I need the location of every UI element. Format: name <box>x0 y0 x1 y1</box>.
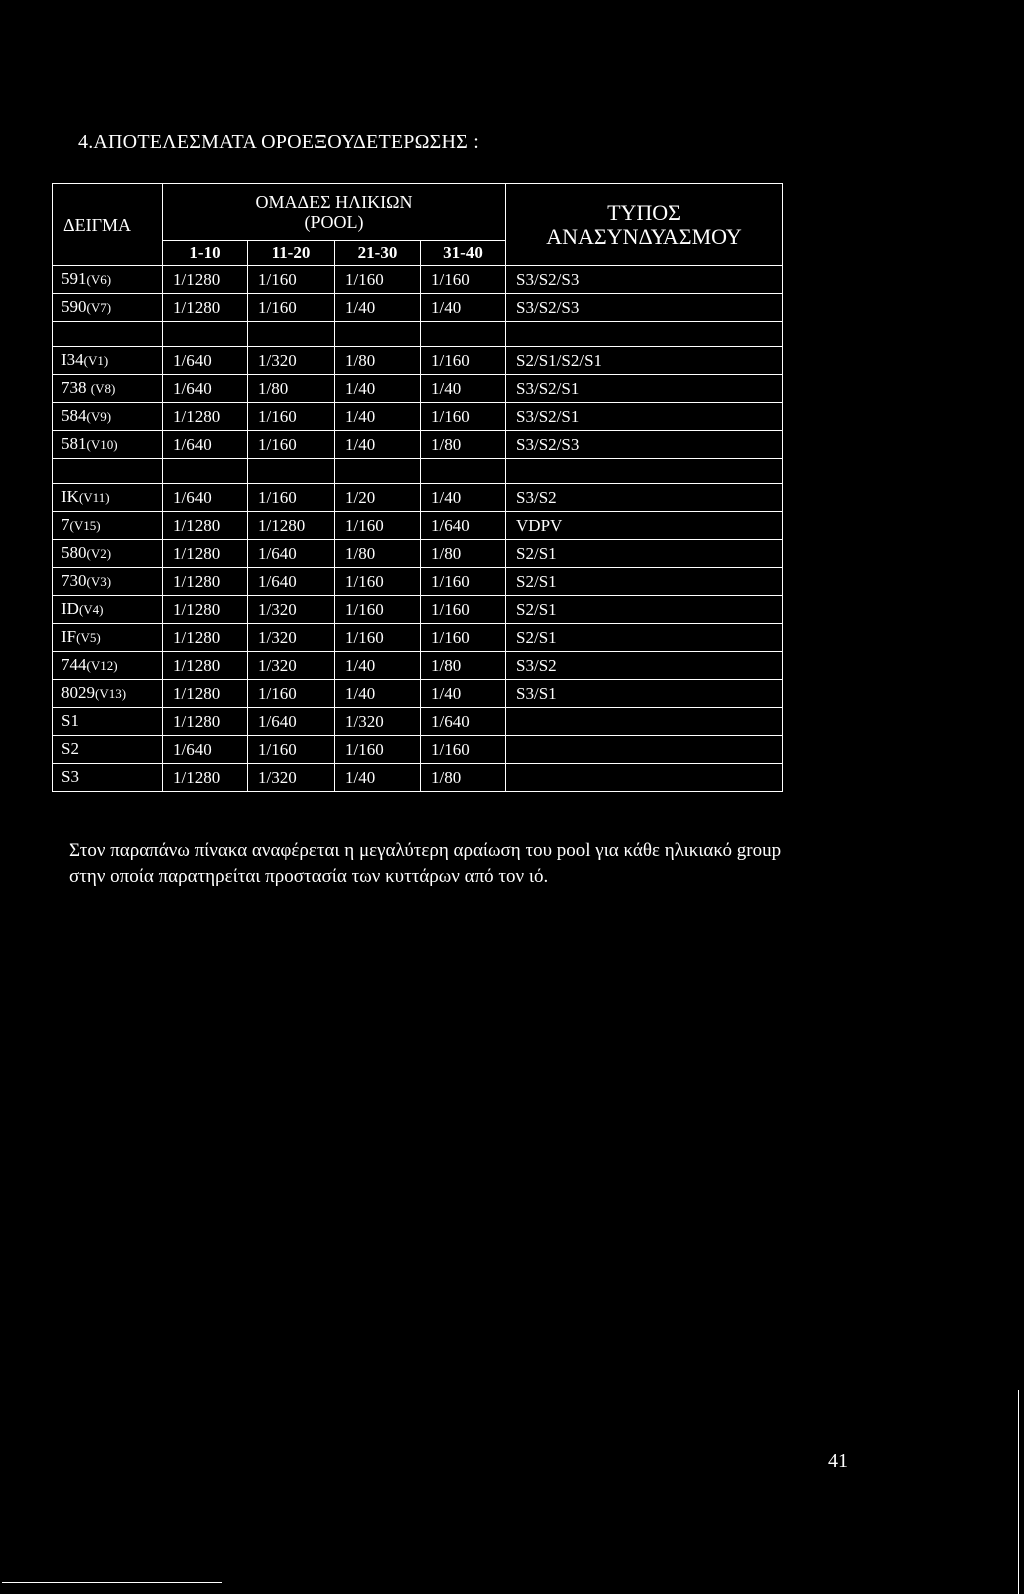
sample-id: 590 <box>61 297 87 316</box>
dilution-cell: 1/80 <box>421 431 506 459</box>
sample-cell <box>53 764 163 792</box>
dilution-cell: 1/160 <box>248 403 335 431</box>
sample-cell <box>53 403 163 431</box>
header-age-21-30: 21-30 <box>335 241 421 266</box>
dilution-cell: 1/320 <box>248 596 335 624</box>
table-row <box>53 624 783 652</box>
dilution-cell: 1/80 <box>421 540 506 568</box>
spacer-cell <box>421 322 506 347</box>
dilution-cell: 1/40 <box>421 294 506 322</box>
sample-virus-code: (V15) <box>69 518 101 533</box>
dilution-cell: 1/160 <box>421 347 506 375</box>
results-table <box>52 183 783 792</box>
header-age-groups-line1: ΟΜΑΔΕΣ ΗΛΙΚΙΩΝ <box>255 192 413 212</box>
spacer-cell <box>506 459 783 484</box>
recombination-type-cell: S3/S2 <box>506 652 783 680</box>
sample-id: S2 <box>61 739 79 758</box>
table-row <box>53 568 783 596</box>
dilution-cell: 1/80 <box>421 652 506 680</box>
recombination-type-cell: S2/S1 <box>506 568 783 596</box>
dilution-cell: 1/160 <box>335 624 421 652</box>
sample-id: 581 <box>61 434 87 453</box>
sample-cell <box>53 540 163 568</box>
spacer-cell <box>53 322 163 347</box>
spacer-cell <box>506 322 783 347</box>
dilution-cell: 1/1280 <box>163 403 248 431</box>
header-age-1-10: 1-10 <box>163 241 248 266</box>
sample-virus-code: (V4) <box>78 602 104 617</box>
sample-virus-code: (V13) <box>95 686 127 701</box>
sample-virus-code: (V11) <box>78 490 110 505</box>
dilution-cell: 1/640 <box>248 540 335 568</box>
sample-id: 591 <box>61 269 87 288</box>
sample-virus-code: (V2) <box>86 546 112 561</box>
recombination-type-cell: VDPV <box>506 512 783 540</box>
dilution-cell: 1/640 <box>421 512 506 540</box>
sample-virus-code: (V3) <box>86 574 112 589</box>
dilution-cell: 1/160 <box>335 512 421 540</box>
header-type-line1: ΤΥΠΟΣ <box>607 199 681 225</box>
table-row <box>53 431 783 459</box>
recombination-type-cell: S2/S1/S2/S1 <box>506 347 783 375</box>
table-row <box>53 680 783 708</box>
dilution-cell: 1/640 <box>163 484 248 512</box>
section-title: 4.ΑΠΟΤΕΛΕΣΜΑΤΑ ΟΡΟΕΞΟΥΔΕΤΕΡΩΣΗΣ : <box>78 131 479 153</box>
recombination-type-cell: S3/S2 <box>506 484 783 512</box>
dilution-cell: 1/1280 <box>163 540 248 568</box>
sample-cell <box>53 294 163 322</box>
header-age-groups-line2: (POOL) <box>304 212 364 232</box>
page-edge-rule <box>1018 1390 1019 1594</box>
dilution-cell: 1/160 <box>335 596 421 624</box>
recombination-type-cell: S2/S1 <box>506 596 783 624</box>
table-row <box>53 652 783 680</box>
sample-cell <box>53 596 163 624</box>
sample-virus-code: (V10) <box>86 437 118 452</box>
dilution-cell: 1/40 <box>335 431 421 459</box>
spacer-cell <box>163 459 248 484</box>
dilution-cell: 1/160 <box>248 680 335 708</box>
sample-id: 730 <box>61 571 87 590</box>
dilution-cell: 1/160 <box>248 431 335 459</box>
table-row <box>53 708 783 736</box>
spacer-cell <box>53 459 163 484</box>
sample-cell <box>53 431 163 459</box>
recombination-type-cell <box>506 764 783 792</box>
sample-cell <box>53 568 163 596</box>
sample-virus-code: (V8) <box>90 381 116 396</box>
recombination-type-cell <box>506 708 783 736</box>
recombination-type-cell <box>506 736 783 764</box>
header-type-line2: ΑΝΑΣΥΝΔΥΑΣΜΟΥ <box>546 223 742 249</box>
dilution-cell: 1/40 <box>335 403 421 431</box>
sample-cell <box>53 708 163 736</box>
table-row <box>53 764 783 792</box>
sample-cell <box>53 347 163 375</box>
sample-id: S1 <box>61 711 79 730</box>
header-age-groups <box>163 184 506 241</box>
sample-id: 744 <box>61 655 87 674</box>
spacer-cell <box>421 459 506 484</box>
sample-cell <box>53 680 163 708</box>
dilution-cell: 1/80 <box>248 375 335 403</box>
recombination-type-cell: S3/S2/S1 <box>506 375 783 403</box>
dilution-cell: 1/1280 <box>163 512 248 540</box>
table-row <box>53 294 783 322</box>
table-header <box>53 184 783 266</box>
header-recombination-type <box>506 184 783 266</box>
sample-id: IF <box>61 627 77 646</box>
sample-virus-code: (V6) <box>86 272 112 287</box>
sample-id: ID <box>61 599 79 618</box>
recombination-type-cell: S3/S2/S1 <box>506 403 783 431</box>
sample-cell <box>53 266 163 294</box>
header-sample: ΔΕΙΓΜΑ <box>53 184 163 266</box>
dilution-cell: 1/320 <box>248 764 335 792</box>
dilution-cell: 1/160 <box>421 596 506 624</box>
page-number: 41 <box>828 1450 848 1472</box>
sample-virus-code: (V7) <box>86 300 112 315</box>
spacer-cell <box>335 322 421 347</box>
table-note: Στον παραπάνω πίνακα αναφέρεται η μεγαλύτερη αραίωση του pool για κάθε ηλικιακό group στην οποία παρατηρείται προστασία των κυττάρων από τον ιό. <box>69 840 782 887</box>
dilution-cell: 1/160 <box>335 266 421 294</box>
group-spacer-row <box>53 322 783 347</box>
dilution-cell: 1/1280 <box>163 764 248 792</box>
header-age-11-20: 11-20 <box>248 241 335 266</box>
dilution-cell: 1/40 <box>421 375 506 403</box>
sample-id: 7 <box>61 515 70 534</box>
table-row <box>53 375 783 403</box>
dilution-cell: 1/1280 <box>163 596 248 624</box>
dilution-cell: 1/1280 <box>163 568 248 596</box>
sample-cell <box>53 512 163 540</box>
dilution-cell: 1/320 <box>248 652 335 680</box>
dilution-cell: 1/160 <box>421 568 506 596</box>
table-row <box>53 484 783 512</box>
sample-cell <box>53 375 163 403</box>
dilution-cell: 1/1280 <box>163 708 248 736</box>
dilution-cell: 1/40 <box>335 375 421 403</box>
recombination-type-cell: S3/S2/S3 <box>506 431 783 459</box>
dilution-cell: 1/160 <box>248 266 335 294</box>
dilution-cell: 1/1280 <box>248 512 335 540</box>
recombination-type-cell: S3/S2/S3 <box>506 266 783 294</box>
table-row <box>53 403 783 431</box>
dilution-cell: 1/320 <box>335 708 421 736</box>
dilution-cell: 1/320 <box>248 347 335 375</box>
dilution-cell: 1/1280 <box>163 266 248 294</box>
sample-cell <box>53 484 163 512</box>
dilution-cell: 1/40 <box>421 680 506 708</box>
spacer-cell <box>248 322 335 347</box>
dilution-cell: 1/160 <box>335 736 421 764</box>
recombination-type-cell: S2/S1 <box>506 624 783 652</box>
sample-cell <box>53 736 163 764</box>
dilution-cell: 1/40 <box>421 484 506 512</box>
dilution-cell: 1/160 <box>421 624 506 652</box>
sample-cell <box>53 652 163 680</box>
recombination-type-cell: S2/S1 <box>506 540 783 568</box>
spacer-cell <box>163 322 248 347</box>
dilution-cell: 1/1280 <box>163 680 248 708</box>
dilution-cell: 1/640 <box>163 375 248 403</box>
dilution-cell: 1/40 <box>335 680 421 708</box>
header-row-top <box>53 184 783 241</box>
recombination-type-cell: S3/S1 <box>506 680 783 708</box>
dilution-cell: 1/80 <box>335 347 421 375</box>
group-spacer-row <box>53 459 783 484</box>
sample-cell <box>53 624 163 652</box>
dilution-cell: 1/640 <box>163 347 248 375</box>
sample-id: 8029 <box>61 683 95 702</box>
sample-virus-code: (V12) <box>86 658 118 673</box>
sample-id: 584 <box>61 406 87 425</box>
dilution-cell: 1/1280 <box>163 652 248 680</box>
dilution-cell: 1/1280 <box>163 624 248 652</box>
dilution-cell: 1/1280 <box>163 294 248 322</box>
sample-id: IK <box>61 487 79 506</box>
dilution-cell: 1/80 <box>335 540 421 568</box>
sample-virus-code: (V1) <box>83 353 109 368</box>
table-row <box>53 512 783 540</box>
dilution-cell: 1/40 <box>335 764 421 792</box>
sample-id: S3 <box>61 767 79 786</box>
dilution-cell: 1/640 <box>248 708 335 736</box>
spacer-cell <box>248 459 335 484</box>
dilution-cell: 1/160 <box>421 266 506 294</box>
dilution-cell: 1/20 <box>335 484 421 512</box>
dilution-cell: 1/160 <box>421 403 506 431</box>
dilution-cell: 1/640 <box>421 708 506 736</box>
table-row <box>53 596 783 624</box>
sample-virus-code: (V9) <box>86 409 112 424</box>
table-row <box>53 347 783 375</box>
dilution-cell: 1/320 <box>248 624 335 652</box>
sample-id: I34 <box>61 350 84 369</box>
table-row <box>53 540 783 568</box>
dilution-cell: 1/640 <box>163 431 248 459</box>
sample-virus-code: (V5) <box>76 630 101 645</box>
header-age-31-40: 31-40 <box>421 241 506 266</box>
dilution-cell: 1/160 <box>248 736 335 764</box>
dilution-cell: 1/40 <box>335 652 421 680</box>
spacer-cell <box>335 459 421 484</box>
dilution-cell: 1/640 <box>163 736 248 764</box>
table-row <box>53 736 783 764</box>
dilution-cell: 1/640 <box>248 568 335 596</box>
recombination-type-cell: S3/S2/S3 <box>506 294 783 322</box>
dilution-cell: 1/160 <box>248 294 335 322</box>
sample-id: 738 <box>61 378 91 397</box>
dilution-cell: 1/160 <box>421 736 506 764</box>
dilution-cell: 1/80 <box>421 764 506 792</box>
table-body <box>53 266 783 792</box>
sample-id: 580 <box>61 543 87 562</box>
footer-rule <box>2 1582 222 1583</box>
dilution-cell: 1/160 <box>335 568 421 596</box>
table-row <box>53 266 783 294</box>
dilution-cell: 1/160 <box>248 484 335 512</box>
dilution-cell: 1/40 <box>335 294 421 322</box>
